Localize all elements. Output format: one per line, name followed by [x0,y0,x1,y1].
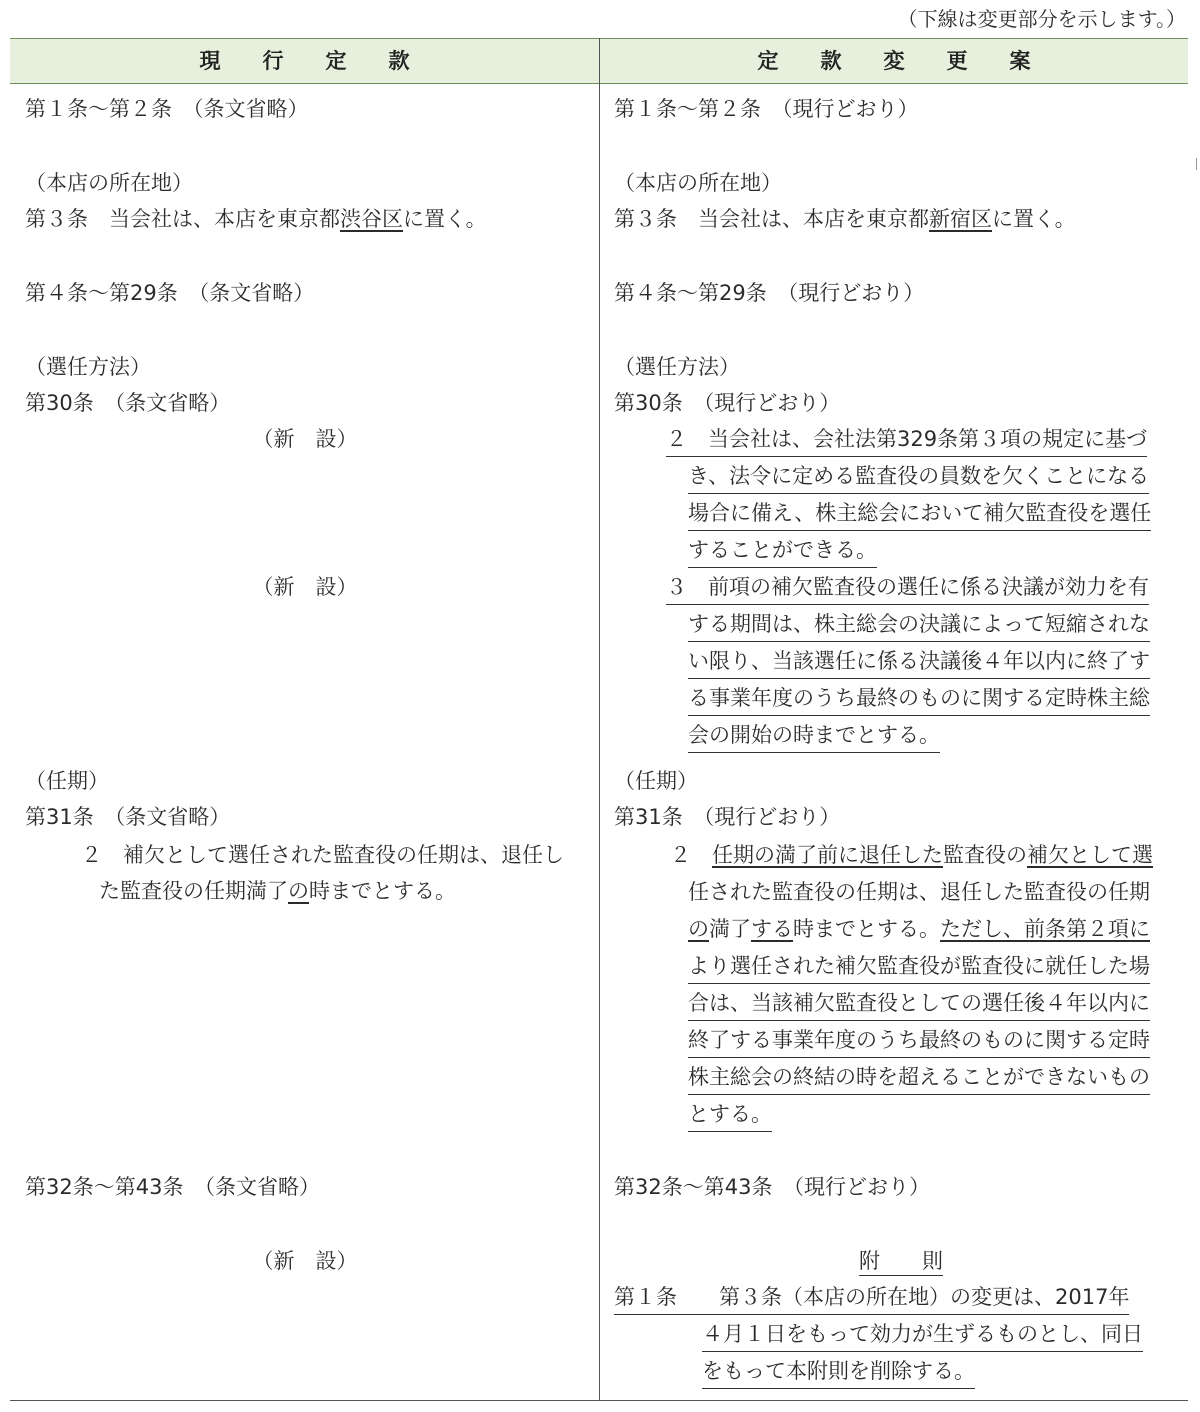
proposed-art31-para2-line7: 株主総会の終結の時を超えることができないもの [688,1062,1150,1095]
proposed-art30-para3-line2: する期間は、株主総会の決議によって短縮されな [688,609,1150,642]
comparison-table [10,38,1188,1401]
proposed-art31-para2-line2: 任された監査役の任期は、退任した監査役の任期 [688,880,1150,904]
current-art32-43: 第32条～第43条 （条文省略） [25,1175,320,1199]
proposed-art30-para2-line4: することができる。 [688,535,877,568]
proposed-art30-para2-line1: ２ 当会社は、会社法第329条第３項の規定に基づ [666,424,1147,457]
header-current: 現 行 定 款 [199,49,410,73]
proposed-head-term: （任期） [614,769,698,793]
header-proposed: 定 款 変 更 案 [757,49,1031,73]
proposed-art31-num: ２ [670,843,712,867]
proposed-art30-para3-line1: ３ 前項の補欠監査役の選任に係る決議が効力を有 [666,572,1149,605]
proposed-art30-para2-line2: き、法令に定める監査役の員数を欠くことになる [688,461,1149,494]
proposed-art31-changed-2: 補欠として選 [1027,843,1153,867]
proposed-art31-para2-line4: より選任された補欠監査役が監査役に就任した場 [688,951,1150,984]
proposed-head-election: （選任方法） [614,355,740,379]
column-divider [599,38,600,1400]
proposed-art3 [614,204,1076,234]
change-note: （下線は変更部分を示します。） [897,7,1186,31]
proposed-art4-29: 第４条～第29条 （現行どおり） [614,281,925,305]
proposed-art30-para2-line3: 場合に備え、株主総会において補欠監査役を選任 [688,498,1151,531]
current-art4-29: 第４条～第29条 （条文省略） [25,281,315,305]
current-art1-2: 第１条～第２条 （条文省略） [25,97,309,121]
current-art31-text: た監査役の任期満了 [99,879,288,903]
current-new-placeholder-3: （新 設） [252,1249,358,1273]
current-new-placeholder-1: （新 設） [252,427,358,451]
proposed-art31-changed-5: ただし、前条第２項に [940,917,1150,941]
supplementary-art1-line1: 第１条 第３条（本店の所在地）の変更は、2017年 [614,1282,1129,1315]
current-art3 [25,204,487,234]
proposed-art30: 第30条 （現行どおり） [614,391,841,415]
current-head-location: （本店の所在地） [25,171,193,195]
proposed-art31: 第31条 （現行どおり） [614,805,841,829]
proposed-art30-para3-line3: い限り、当該選任に係る決議後４年以内に終了す [688,646,1150,679]
current-art31-end: 時までとする。 [309,879,456,903]
supplementary-heading [614,1246,1188,1276]
proposed-art31-para2-line6: 終了する事業年度のうち最終のものに関する定時 [688,1025,1150,1058]
proposed-art31-changed-4: する [751,917,793,941]
current-art31-para2-line2 [99,876,456,906]
proposed-art30-para3-line5: 会の開始の時までとする。 [688,720,940,753]
proposed-art32-43: 第32条～第43条 （現行どおり） [614,1175,930,1199]
proposed-art31-changed-3: の [688,917,709,941]
current-art3-end: に置く。 [403,207,487,231]
proposed-art31-para2-line3 [688,914,1150,944]
proposed-art3-changed: 新宿区 [929,207,992,231]
supplementary-art1-line2: ４月１日をもって効力が生ずるものとし、同日 [702,1319,1143,1352]
proposed-art31-para2-line1 [670,840,1153,870]
page-edge-mark [1196,158,1200,170]
current-art3-changed: 渋谷区 [340,207,403,231]
proposed-art31-text-3: 時までとする。 [793,917,940,941]
proposed-art31-text-1: 監査役の [943,843,1027,867]
current-head-election: （選任方法） [25,355,151,379]
proposed-art31-para2-line8: とする。 [688,1099,772,1132]
current-art31-para2-line1: ２ 補欠として選任された監査役の任期は、退任し [81,843,564,867]
supplementary-heading-text: 附 則 [859,1249,943,1276]
current-art3-text: 第３条 当会社は、本店を東京都 [25,207,340,231]
proposed-art31-changed-1: 任期の満了前に退任した [712,843,943,867]
proposed-art30-para3-line4: る事業年度のうち最終のものに関する定時株主総 [688,683,1150,716]
supplementary-art1-line3: をもって本附則を削除する。 [702,1356,975,1389]
proposed-art3-end: に置く。 [992,207,1076,231]
current-head-term: （任期） [25,769,109,793]
current-art31: 第31条 （条文省略） [25,805,231,829]
current-art30: 第30条 （条文省略） [25,391,231,415]
proposed-art3-text: 第３条 当会社は、本店を東京都 [614,207,929,231]
proposed-art31-para2-line5: 合は、当該補欠監査役としての選任後４年以内に [688,988,1150,1021]
proposed-art1-2: 第１条～第２条 （現行どおり） [614,97,919,121]
current-art31-changed: の [288,879,309,903]
proposed-head-location: （本店の所在地） [614,171,782,195]
current-new-placeholder-2: （新 設） [252,575,358,599]
proposed-art31-text-2: 満了 [709,917,751,941]
